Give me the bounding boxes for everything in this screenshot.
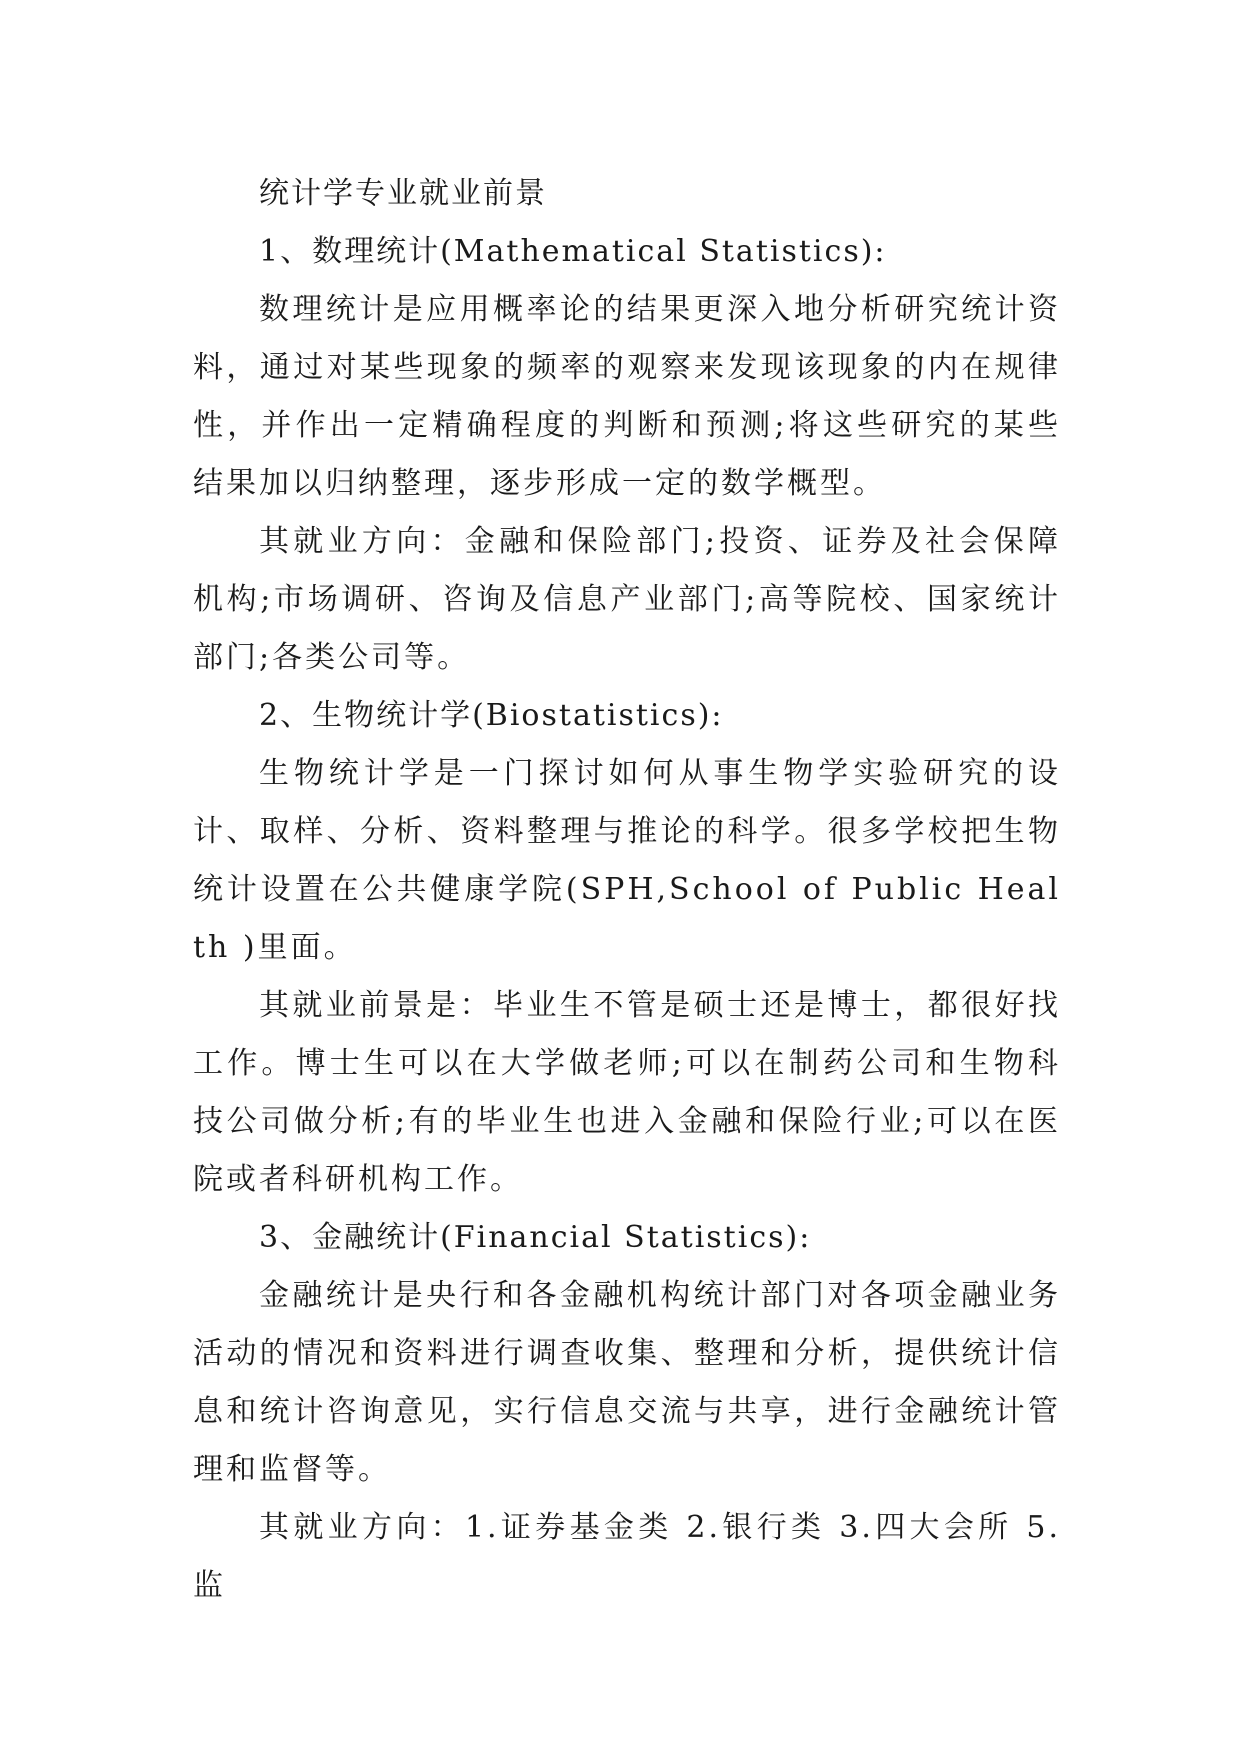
document-title: 统计学专业就业前景 — [259, 176, 547, 211]
body-paragraph: 其就业前景是：毕业生不管是硕士还是博士，都很好找工作。博士生可以在大学做老师;可以在制药公司和生物科技公司做分析;有的毕业生也进入金融和保险行业;可以在医院或者科研机构工作。 — [193, 988, 1061, 1197]
document-body — [193, 165, 1061, 1615]
body-paragraph: 其就业方向：金融和保险部门;投资、证券及社会保障机构;市场调研、咨询及信息产业部门;高等院校、国家统计部门;各类公司等。 — [193, 524, 1061, 675]
section-heading: 3、金融统计(Financial Statistics): — [259, 1220, 812, 1255]
section-heading: 2、生物统计学(Biostatistics): — [259, 698, 724, 733]
body-paragraph: 金融统计是央行和各金融机构统计部门对各项金融业务活动的情况和资料进行调查收集、整理和分析，提供统计信息和统计咨询意见，实行信息交流与共享，进行金融统计管理和监督等。 — [193, 1278, 1061, 1487]
body-paragraph: 数理统计是应用概率论的结果更深入地分析研究统计资料，通过对某些现象的频率的观察来发现该现象的内在规律性，并作出一定精确程度的判断和预测;将这些研究的某些结果加以归纳整理，逐步形成一定的数学概型。 — [193, 292, 1061, 501]
section-heading: 1、数理统计(Mathematical Statistics): — [259, 234, 887, 269]
body-paragraph: 生物统计学是一门探讨如何从事生物学实验研究的设计、取样、分析、资料整理与推论的科学。很多学校把生物统计设置在公共健康学院(SPH,School of Public Health )里面。 — [193, 756, 1061, 965]
body-paragraph: 其就业方向：1.证券基金类 2.银行类 3.四大会所 5.监 — [193, 1510, 1061, 1603]
